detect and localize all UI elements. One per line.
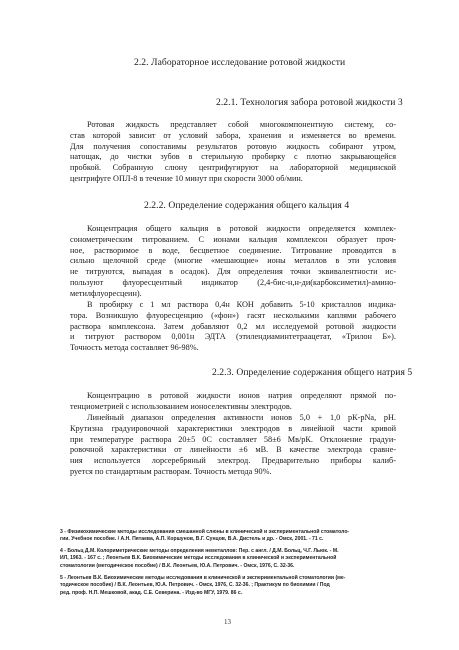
text-line: ное, растворимое в воде, бесцветное соединение. Титрование проводится в [70, 245, 396, 255]
text-line: ровочной характеристики от линейности ±6 мВ. В качестве электрода сравне- [70, 445, 396, 455]
text-line: тора. Возникшую флуоресценцию («фон») гасят несколькими каплями рабочего [70, 310, 396, 320]
text-line: не титруются, выпадая в осадок). Для определения точки эквивалентности ис- [70, 267, 396, 277]
footnote-line: ИЛ, 1963. - 167 с. ; Леонтьев В.К. Биохимические методы исследования в клинической и экспериментальной [60, 555, 337, 562]
text-line: пробкой. Собранную слюну центрифугируют на лабораторной медицинской [70, 163, 396, 173]
footnote-5 [60, 575, 402, 597]
text-line: Концентрация общего кальция в ротовой жидкости определяется комплек- [87, 224, 396, 233]
footnote-line: ред. проф. Н.П. Мешковой, акад. С.Е. Северина. - Изд-во МГУ, 1979. 86 с. [60, 589, 243, 596]
text-line: В пробирку с 1 мл раствора 0,4н КОН добавить 5-10 кристаллов индика- [87, 300, 396, 309]
text-line: сонометрическим титрованием. С ионами кальция комплексон образует проч- [70, 234, 396, 244]
footnote-3 [60, 529, 402, 544]
footnote-4 [60, 548, 402, 570]
text-line: став которой зависит от условий забора, хранения и изменяется во времени. [70, 130, 396, 140]
text-line: метилфлуоресцеин). [70, 288, 142, 298]
text-line: Линейный диапазон определения активности ионов 5,0 + 1,0 рК-рNа, рН. [87, 413, 396, 422]
subsection-title-2-2-2: 2.2.2. Определение содержания общего кальция 4 [144, 200, 350, 211]
text-line: сильно щелочной среде (многие «мешающие» ионы металлов в эти условия [70, 256, 396, 266]
text-line: Точность метода составляет 96-98%. [70, 343, 199, 353]
footnote-line: 3 - Физикохимические методы исследования смешанной слюны в клинической и экспериментальной стоматоло- [60, 529, 350, 535]
section-title: 2.2. Лабораторное исследование ротовой жидкости [134, 57, 346, 68]
paragraph-saliva-collection [70, 120, 396, 185]
subsection-title-2-2-3: 2.2.3. Определение содержания общего натрия 5 [212, 367, 413, 378]
text-line: и титруют раствором 0,001н ЭДТА (этилендиаминтетраацетат, «Трилон Б»). [70, 332, 396, 342]
paragraph-sodium-calibration [70, 413, 396, 478]
paragraph-sodium-method [70, 391, 396, 413]
text-line: раствора комплексона. Затем добавляют 0,2 мл исследуемой ротовой жидкости [70, 321, 396, 331]
footnote-line: гии. Учебное пособие. / А.Н. Пятаева, А.П. Коршунов, В.Г. Сунцов, В.А. Дистель и др. - Омск, 2001. - 71 с. [60, 536, 324, 543]
text-line: Для получения сопоставимы результатов ротовую жидкость собирают утром, [70, 141, 396, 151]
text-line: ния используется лорсеребряный электрод. Предварительно приборы калиб- [70, 456, 396, 466]
text-line: Концентрацию в ротовой жидкости ионов натрия определяют прямой по- [87, 391, 396, 400]
text-line: Ротовая жидкость представляет собой многокомпонентную систему, со- [87, 120, 396, 129]
text-line: натощак, до чистки зубов в стерильную пробирку с плотно закрывающейся [70, 152, 396, 162]
text-line: центрифуге ОПЛ-8 в течение 10 минут при скорости 3000 об/мин. [70, 173, 303, 183]
footnote-line: 4 - Больц Д.М. Колориметрические методы определения неметаллов: Пер. с англ. / Д.М. Больц, Ч.Г. Льюк. - М. [60, 548, 339, 554]
paragraph-calcium-method [70, 224, 396, 300]
text-line: тенциометрией с использованием ионоселективны электродов. [70, 401, 292, 411]
text-line: пользуют флуоресцентный индикатор (2,4-бис-н,н-ди(карбоксиметил)-амино- [70, 277, 396, 287]
subsection-title-2-2-1: 2.2.1. Технология забора ротовой жидкости 3 [216, 97, 403, 108]
text-line: Крутизна градуировочной характеристики электродов в линейной части кривой [70, 423, 396, 433]
text-line: при температуре раствора 20±5 0С составляет 58±6 Мв/рК. Отклонение градуи- [70, 434, 396, 444]
page-number: 13 [224, 618, 231, 626]
footnote-line: стоматологии (методическое пособие) / В.К. Леонтьев, Ю.А. Петрович. - Омск, 1976, С. 32-36. [60, 562, 295, 569]
footnote-line: 5 - Леонтьев В.К. Биохимические методы исследования в клинической и экспериментальной стоматологии (ме- [60, 575, 346, 581]
footnote-line: тодическое пособие) / В.К. Леонтьев, Ю.А. Петрович. - Омск, 1976, С. 32-36. ; Практикум по биохимии / Под [60, 582, 330, 589]
paragraph-calcium-procedure [70, 300, 396, 354]
text-line: руется по стандартным растворам. Точность метода 90%. [70, 466, 272, 476]
